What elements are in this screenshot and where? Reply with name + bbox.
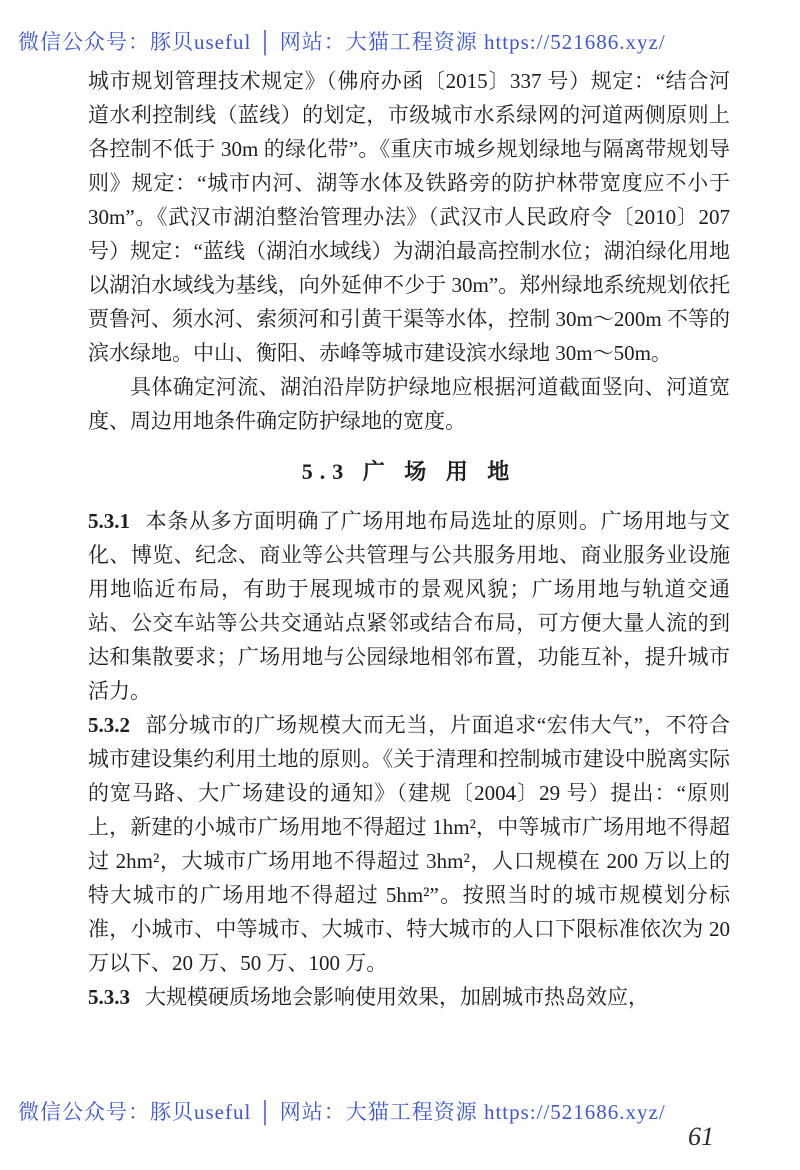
page-content (88, 64, 730, 1014)
clause-number: 5.3.2 (88, 713, 130, 737)
paragraph-continuation: 城市规划管理技术规定》（佛府办函〔2015〕337 号）规定：“结合河道水利控制线（蓝线）的划定，市级城市水系绿网的河道两侧原则上各控制不低于 30m 的绿化带”。《重庆市城乡规划绿地与隔离带规划导则》规定：“城市内河、湖等水体及铁路旁的防护林带宽度应不小于 30m”。《武汉市湖泊整治管理办法》（武汉市人民政府令〔2010〕207 号）规定：“蓝线（湖泊水域线）为湖泊最高控制水位；湖泊绿化用地以湖泊水域线为基线，向外延伸不少于 30m”。郑州绿地系统规划依托贾鲁河、须水河、索须河和引黄干渠等水体，控制 30m～200m 不等的滨水绿地。中山、衡阳、赤峰等城市建设滨水绿地 30m～50m。 (88, 69, 730, 365)
page-number: 61 (688, 1122, 714, 1151)
clause-text: 本条从多方面明确了广场用地布局选址的原则。广场用地与文化、博览、纪念、商业等公共管理与公共服务用地、商业服务业设施用地临近布局，有助于展现城市的景观风貌；广场用地与轨道交通站、公交车站等公共交通站点紧邻或结合布局，可方便大量人流的到达和集散要求；广场用地与公园绿地相邻布置，功能互补，提升城市活力。 (88, 509, 730, 703)
paragraph-river-greenbelt: 具体确定河流、湖泊沿岸防护绿地应根据河道截面竖向、河道宽度、周边用地条件确定防护绿地的宽度。 (88, 375, 730, 433)
clause-text: 大规模硬质场地会影响使用效果，加剧城市热岛效应， (145, 985, 649, 1009)
clause-5-3-2 (88, 708, 730, 980)
section-heading: 5.3 广 场 用 地 (301, 459, 517, 484)
watermark-footer: 微信公众号：豚贝useful │ 网站：大猫工程资源 https://521686.xyz/ (18, 1100, 666, 1124)
clause-text: 部分城市的广场规模大而无当，片面追求“宏伟大气”，不符合城市建设集约利用土地的原则。《关于清理和控制城市建设中脱离实际的宽马路、大广场建设的通知》（建规〔2004〕29 号）提出：“原则上，新建的小城市广场用地不得超过 1hm²，中等城市广场用地不得超过 2hm²，大城市广场用地不得超过 3hm²，人口规模在 200 万以上的特大城市的广场用地不得超过 5hm²”。按照当时的城市规模划分标准，小城市、中等城市、大城市、特大城市的人口下限标准依次为 20 万以下、20 万、50 万、100 万。 (88, 713, 730, 975)
watermark-header: 微信公众号：豚贝useful │ 网站：大猫工程资源 https://521686.xyz/ (18, 30, 666, 54)
clause-number: 5.3.1 (88, 509, 130, 533)
clause-5-3-1 (88, 504, 730, 708)
clause-5-3-3 (88, 980, 730, 1014)
clause-number: 5.3.3 (88, 985, 130, 1009)
